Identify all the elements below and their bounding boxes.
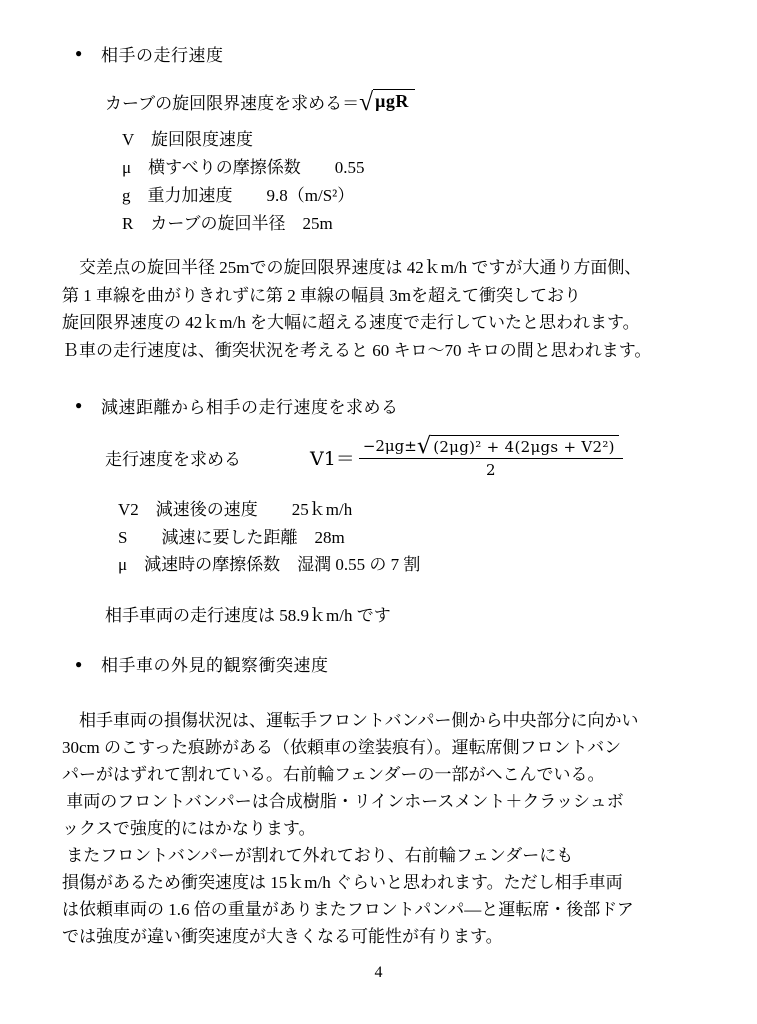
paragraph-line: 交差点の旋回半径 25mでの旋回限界速度は 42ｋm/h ですが大通り方面側、 xyxy=(62,258,642,277)
section2-heading-row xyxy=(62,394,707,416)
sqrt-expression xyxy=(359,86,415,116)
paragraph-line: では強度が違い衝突速度が大きくなる可能性が有ります。 xyxy=(62,926,503,946)
paragraph-line: 相手車両の損傷状況は、運転手フロントバンパー側から中央部分に向かい xyxy=(62,710,639,730)
param-line: S 減速に要した距離 28m xyxy=(118,527,345,547)
paragraph-line: 車両のフロントバンパーは合成樹脂・リインホースメント＋クラッシュボ xyxy=(62,791,624,811)
formula2-radicand: (2μg)² + 4(2μgs + V2²) xyxy=(431,435,619,456)
deceleration-speed-formula-row xyxy=(105,426,707,488)
param-line: μ 横すべりの摩擦係数 0.55 xyxy=(122,158,365,177)
curve-limit-speed-formula xyxy=(105,84,707,118)
param-line: V2 減速後の速度 25ｋm/h xyxy=(118,500,353,519)
param-line: R カーブの旋回半径 25m xyxy=(122,214,333,233)
section1-heading-row xyxy=(62,42,707,64)
section3-paragraph xyxy=(62,707,707,950)
formula2-parameter-list xyxy=(118,496,707,579)
formula1-radicand: μgR xyxy=(373,89,415,112)
fraction-numerator xyxy=(359,432,623,459)
section3-heading-row xyxy=(62,653,707,675)
numerator-prefix: −2μg± xyxy=(362,437,417,456)
param-line: g 重力加速度 9.8（m/S²） xyxy=(122,186,355,205)
bullet-icon xyxy=(75,658,89,670)
paragraph-line: 30cm のこすった痕跡がある（依頼車の塗装痕有）。運転席側フロントバン xyxy=(62,737,622,757)
radical-sign-icon: √ xyxy=(416,432,432,459)
v1-equation xyxy=(310,432,623,480)
param-line: V 旋回限度速度 xyxy=(122,130,253,149)
formula2-label: 走行速度を求める xyxy=(105,449,241,469)
section2-heading: 減速距離から相手の走行速度を求める xyxy=(101,397,399,417)
fraction xyxy=(359,432,623,480)
radical-sign-icon: √ xyxy=(359,86,374,116)
speed-result-line: 相手車両の走行速度は 58.9ｋm/h です xyxy=(105,605,391,625)
paragraph-line: Ｂ車の走行速度は、衝突状況を考えると 60 キロ～70 キロの間と思われます。 xyxy=(62,340,652,360)
bullet-icon xyxy=(75,47,89,59)
page-number: 4 xyxy=(374,964,383,981)
formula1-parameter-list xyxy=(122,126,707,238)
bullet-icon xyxy=(75,399,89,411)
param-line: μ 減速時の摩擦係数 湿潤 0.55 の 7 割 xyxy=(118,555,421,574)
paragraph-line: パーがはずれて割れている。右前輪フェンダーの一部がへこんでいる。 xyxy=(62,764,605,784)
equation-lhs: V1＝ xyxy=(310,447,355,470)
section3-heading: 相手車の外見的観察衝突速度 xyxy=(101,656,329,675)
paragraph-line: 損傷があるため衝突速度は 15ｋm/h ぐらいと思われます。ただし相手車両 xyxy=(62,872,623,892)
fraction-denominator: 2 xyxy=(486,461,496,480)
paragraph-line: またフロントバンパーが割れて外れており、右前輪フェンダーにも xyxy=(62,845,574,865)
section1-heading: 相手の走行速度 xyxy=(101,45,224,65)
paragraph-line: 旋回限界速度の 42ｋm/h を大幅に超える速度で走行していたと思われます。 xyxy=(62,313,640,332)
section1-paragraph xyxy=(62,254,707,364)
paragraph-line: は依頼車両の 1.6 倍の重量がありまたフロントパンパ―と運転席・後部ドア xyxy=(62,899,634,919)
formula1-label: カーブの旋回限界速度を求める＝ xyxy=(105,93,360,113)
sqrt-expression xyxy=(416,432,619,459)
paragraph-line: ックスで強度的にはかなります。 xyxy=(62,818,316,838)
paragraph-line: 第 1 車線を曲がりきれずに第 2 車線の幅員 3mを超えて衝突しており xyxy=(62,285,581,305)
